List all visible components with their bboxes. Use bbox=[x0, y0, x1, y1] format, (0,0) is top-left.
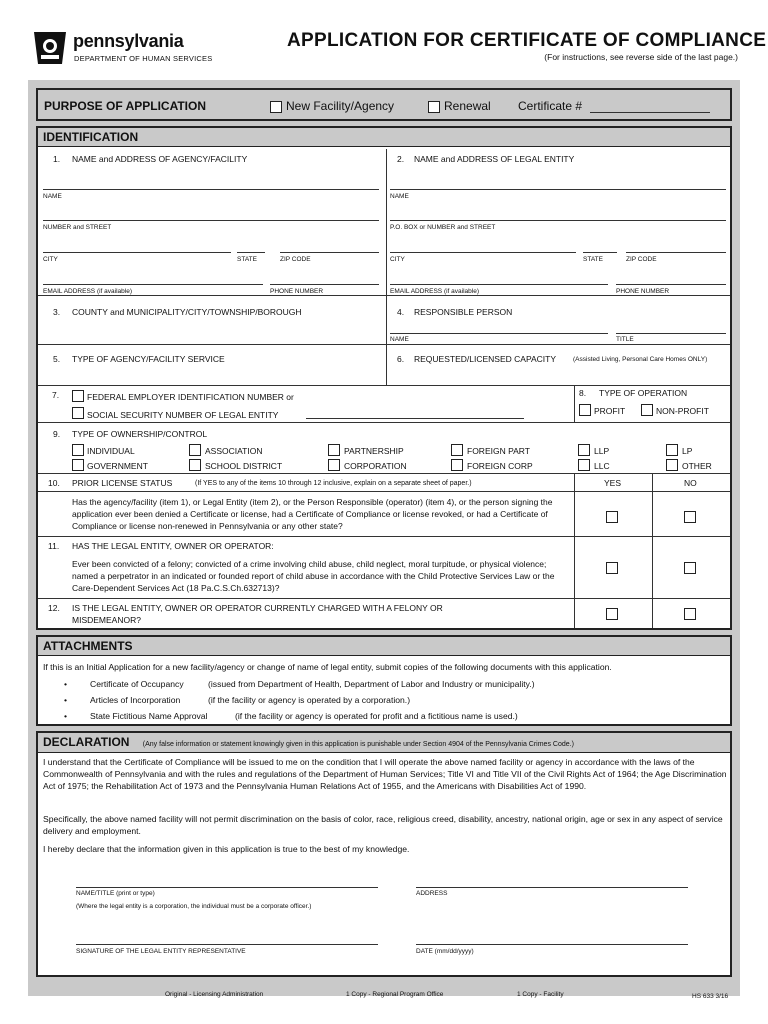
foreign-part-label: FOREIGN PART bbox=[467, 446, 530, 456]
item12-yes-checkbox[interactable] bbox=[606, 608, 618, 620]
entity-state-label: STATE bbox=[583, 256, 603, 263]
entity-name-field[interactable] bbox=[390, 189, 726, 190]
item4-label: RESPONSIBLE PERSON bbox=[414, 307, 513, 317]
corporation-label: CORPORATION bbox=[344, 461, 407, 471]
footer-copy-facility: 1 Copy - Facility bbox=[517, 991, 564, 998]
attachment-bullet-icon: • bbox=[64, 679, 68, 689]
name-title-note: (Where the legal entity is a corporation, the individual must be a corporate officer.) bbox=[76, 903, 312, 910]
foreign-corp-checkbox[interactable] bbox=[451, 459, 463, 471]
address-field[interactable] bbox=[416, 887, 688, 888]
attachment-3-name: State Fictitious Name Approval bbox=[90, 711, 208, 721]
item12-no-checkbox[interactable] bbox=[684, 608, 696, 620]
address-label: ADDRESS bbox=[416, 890, 448, 897]
attachment-1-note: (issued from Department of Health, Department of Labor and Industry or municipality.) bbox=[208, 679, 535, 689]
agency-phone-field[interactable] bbox=[270, 284, 379, 285]
attachment-3-note: (if the facility or agency is operated for profit and a fictitious name is used.) bbox=[235, 711, 518, 721]
item12-question: IS THE LEGAL ENTITY, OWNER OR OPERATOR CURRENTLY CHARGED WITH A FELONY OR MISDEMEANOR? bbox=[72, 603, 443, 625]
fein-checkbox[interactable] bbox=[72, 390, 84, 402]
responsible-name-field[interactable] bbox=[390, 333, 608, 334]
partnership-label: PARTNERSHIP bbox=[344, 446, 404, 456]
item2-number: 2. bbox=[397, 154, 405, 164]
entity-phone-field[interactable] bbox=[616, 284, 726, 285]
item2-label: NAME and ADDRESS OF LEGAL ENTITY bbox=[414, 154, 575, 164]
identification-heading: IDENTIFICATION bbox=[38, 128, 730, 147]
renewal-label: Renewal bbox=[444, 99, 491, 113]
item10-label: PRIOR LICENSE STATUS bbox=[72, 478, 173, 488]
item11-question: Ever been convicted of a felony; convicted of a crime involving child abuse, child neglect, moral turpitude, or physical violence; named a perpetrator in an indicated or founded report of child abuse in accordance with the Child Protective Services Law or the Care-Dependent Services Act (18 Pa.C.S.Ch.632713)? bbox=[72, 559, 555, 593]
signature-field[interactable] bbox=[76, 944, 378, 945]
item11-label: HAS THE LEGAL ENTITY, OWNER OR OPERATOR: bbox=[72, 541, 274, 551]
ssn-label: SOCIAL SECURITY NUMBER OF LEGAL ENTITY bbox=[87, 410, 279, 420]
item10-no-checkbox[interactable] bbox=[684, 511, 696, 523]
ssn-checkbox[interactable] bbox=[72, 407, 84, 419]
declaration-section bbox=[36, 731, 732, 977]
agency-city-label: CITY bbox=[43, 256, 58, 263]
entity-zip-field[interactable] bbox=[626, 252, 726, 253]
item10-number: 10. bbox=[48, 478, 60, 488]
item4-number: 4. bbox=[397, 307, 405, 317]
item5-label: TYPE OF AGENCY/FACILITY SERVICE bbox=[72, 354, 225, 364]
lp-checkbox[interactable] bbox=[666, 444, 678, 456]
declaration-paragraph-2: Specifically, the above named facility will not permit discrimination on the basis of color, race, religious creed, disability, ancestry, national origin, age or sex in any aspect of service delivery and employment. bbox=[43, 814, 723, 836]
entity-zip-label: ZIP CODE bbox=[626, 256, 657, 263]
item11-number: 11. bbox=[48, 541, 60, 551]
item1-label: NAME and ADDRESS OF AGENCY/FACILITY bbox=[72, 154, 248, 164]
item5-number: 5. bbox=[53, 354, 61, 364]
form-instructions: (For instructions, see reverse side of the last page.) bbox=[544, 52, 738, 62]
agency-zip-label: ZIP CODE bbox=[280, 256, 311, 263]
partnership-checkbox[interactable] bbox=[328, 444, 340, 456]
llc-checkbox[interactable] bbox=[578, 459, 590, 471]
item3-label: COUNTY and MUNICIPALITY/CITY/TOWNSHIP/BOROUGH bbox=[72, 307, 302, 317]
school-district-checkbox[interactable] bbox=[189, 459, 201, 471]
item1-number: 1. bbox=[53, 154, 61, 164]
attachments-heading: ATTACHMENTS bbox=[38, 637, 730, 656]
individual-checkbox[interactable] bbox=[72, 444, 84, 456]
entity-state-field[interactable] bbox=[583, 252, 617, 253]
declaration-note: (Any false information or statement knowingly given in this application is punishable under Section 4904 of the Pennsylvania Crimes Code.) bbox=[142, 741, 574, 748]
attachment-1-name: Certificate of Occupancy bbox=[90, 679, 184, 689]
lp-label: LP bbox=[682, 446, 693, 456]
attachment-2-note: (if the facility or agency is operated by a corporation.) bbox=[208, 695, 411, 705]
item10-question: Has the agency/facility (item 1), or Legal Entity (item 2), or the Person Responsible (operator) (item 4), or the person signing the application ever been denied a Certificate or license, had a Certificate of Compliance or license revoked, or had a Certificate of Compliance or license non-renewed in Pennsylvania or any other state? bbox=[72, 497, 553, 531]
entity-name-label: NAME bbox=[390, 193, 409, 200]
declaration-heading: DECLARATION bbox=[43, 735, 130, 749]
entity-city-label: CITY bbox=[390, 256, 405, 263]
agency-name-label: NAME bbox=[43, 193, 62, 200]
attachment-2-name: Articles of Incorporation bbox=[90, 695, 181, 705]
item10-note: (If YES to any of the items 10 through 12 inclusive, explain on a separate sheet of paper.) bbox=[195, 480, 472, 487]
responsible-name-label: NAME bbox=[390, 336, 409, 343]
agency-city-field[interactable] bbox=[43, 252, 231, 253]
no-column-header: NO bbox=[684, 478, 697, 488]
attachments-intro: If this is an Initial Application for a new facility/agency or change of name of legal entity, submit copies of the following documents with this application. bbox=[43, 662, 612, 672]
footer-copy-regional: 1 Copy - Regional Program Office bbox=[346, 991, 444, 998]
brand-name: pennsylvania bbox=[73, 31, 184, 51]
other-checkbox[interactable] bbox=[666, 459, 678, 471]
declaration-paragraph-1: I understand that the Certificate of Compliance will be issued to me on the condition that I will operate the above named facility or agency in accordance with the laws of the Commonwealth of Pennsylvania and with the rules and regulations of the Department of Human Services; Title VI and Title VII of the Civil Rights Act of 1964; the Age Discrimination Act of 1975; the Rehabilitation Act of 1973 and the Pennsylvania Human Relations Act of 1955, and the Americans with Disabilities Act of 1990. bbox=[43, 757, 727, 791]
government-label: GOVERNMENT bbox=[87, 461, 148, 471]
other-label: OTHER bbox=[682, 461, 712, 471]
entity-street-field[interactable] bbox=[390, 220, 726, 221]
name-title-field[interactable] bbox=[76, 887, 378, 888]
item8-label: TYPE OF OPERATION bbox=[599, 388, 688, 398]
entity-email-field[interactable] bbox=[390, 284, 608, 285]
item9-number: 9. bbox=[53, 429, 61, 439]
profit-label: PROFIT bbox=[594, 406, 626, 416]
form-number: HS 633 3/16 bbox=[692, 993, 729, 1000]
item11-no-checkbox[interactable] bbox=[684, 562, 696, 574]
agency-state-field[interactable] bbox=[237, 252, 265, 253]
identification-section bbox=[36, 126, 732, 630]
item9-label: TYPE OF OWNERSHIP/CONTROL bbox=[72, 429, 208, 439]
department-name: DEPARTMENT OF HUMAN SERVICES bbox=[74, 54, 213, 63]
item10-yes-checkbox[interactable] bbox=[606, 511, 618, 523]
date-label: DATE (mm/dd/yyyy) bbox=[416, 948, 474, 955]
agency-street-label: NUMBER and STREET bbox=[43, 224, 112, 231]
item7-number: 7. bbox=[52, 390, 60, 400]
item3-number: 3. bbox=[53, 307, 61, 317]
item6-label: REQUESTED/LICENSED CAPACITY bbox=[414, 354, 557, 364]
agency-state-label: STATE bbox=[237, 256, 257, 263]
footer-copy-original: Original - Licensing Administration bbox=[165, 991, 264, 998]
fein-ssn-field[interactable] bbox=[306, 418, 524, 419]
item6-note: (Assisted Living, Personal Care Homes ONLY) bbox=[573, 356, 708, 363]
foreign-corp-label: FOREIGN CORP bbox=[467, 461, 533, 471]
entity-email-label: EMAIL ADDRESS (if available) bbox=[390, 288, 479, 295]
purpose-heading: PURPOSE OF APPLICATION bbox=[44, 99, 207, 113]
declaration-paragraph-3: I hereby declare that the information given in this application is true to the best of my knowledge. bbox=[43, 844, 410, 854]
individual-label: INDIVIDUAL bbox=[87, 446, 135, 456]
yes-column-header: YES bbox=[604, 478, 622, 488]
signature-label: SIGNATURE OF THE LEGAL ENTITY REPRESENTATIVE bbox=[76, 948, 246, 955]
entity-street-label: P.O. BOX or NUMBER and STREET bbox=[390, 224, 496, 231]
entity-city-field[interactable] bbox=[390, 252, 576, 253]
association-label: ASSOCIATION bbox=[205, 446, 263, 456]
government-checkbox[interactable] bbox=[72, 459, 84, 471]
llp-checkbox[interactable] bbox=[578, 444, 590, 456]
school-district-label: SCHOOL DISTRICT bbox=[205, 461, 283, 471]
item6-number: 6. bbox=[397, 354, 405, 364]
responsible-title-label: TITLE bbox=[616, 336, 634, 343]
attachments-section bbox=[36, 635, 732, 726]
fein-label: FEDERAL EMPLOYER IDENTIFICATION NUMBER or bbox=[87, 392, 294, 402]
profit-checkbox[interactable] bbox=[579, 404, 591, 416]
item12-number: 12. bbox=[48, 603, 60, 613]
item8-number: 8. bbox=[579, 388, 587, 398]
agency-name-field[interactable] bbox=[43, 189, 379, 190]
certificate-number-label: Certificate # bbox=[518, 99, 583, 113]
date-field[interactable] bbox=[416, 944, 688, 945]
non-profit-checkbox[interactable] bbox=[641, 404, 653, 416]
non-profit-label: NON-PROFIT bbox=[656, 406, 709, 416]
certificate-number-field[interactable] bbox=[590, 112, 710, 113]
foreign-part-checkbox[interactable] bbox=[451, 444, 463, 456]
agency-email-label: EMAIL ADDRESS (if available) bbox=[43, 288, 132, 295]
agency-email-field[interactable] bbox=[43, 284, 263, 285]
responsible-title-field[interactable] bbox=[616, 333, 726, 334]
attachment-bullet-icon: • bbox=[64, 695, 68, 705]
new-facility-label: New Facility/Agency bbox=[286, 99, 395, 113]
pennsylvania-keystone-logo-icon bbox=[31, 30, 69, 66]
declaration-heading-bar bbox=[38, 733, 730, 753]
association-checkbox[interactable] bbox=[189, 444, 201, 456]
agency-phone-label: PHONE NUMBER bbox=[270, 288, 324, 295]
corporation-checkbox[interactable] bbox=[328, 459, 340, 471]
new-facility-checkbox[interactable] bbox=[270, 101, 282, 113]
entity-phone-label: PHONE NUMBER bbox=[616, 288, 670, 295]
form-title: APPLICATION FOR CERTIFICATE OF COMPLIANCE bbox=[287, 30, 767, 51]
item11-yes-checkbox[interactable] bbox=[606, 562, 618, 574]
llp-label: LLP bbox=[594, 446, 610, 456]
llc-label: LLC bbox=[594, 461, 610, 471]
attachment-bullet-icon: • bbox=[64, 711, 68, 721]
name-title-label: NAME/TITLE (print or type) bbox=[76, 890, 155, 897]
agency-street-field[interactable] bbox=[43, 220, 379, 221]
agency-zip-field[interactable] bbox=[280, 252, 379, 253]
purpose-section bbox=[36, 88, 732, 121]
renewal-checkbox[interactable] bbox=[428, 101, 440, 113]
